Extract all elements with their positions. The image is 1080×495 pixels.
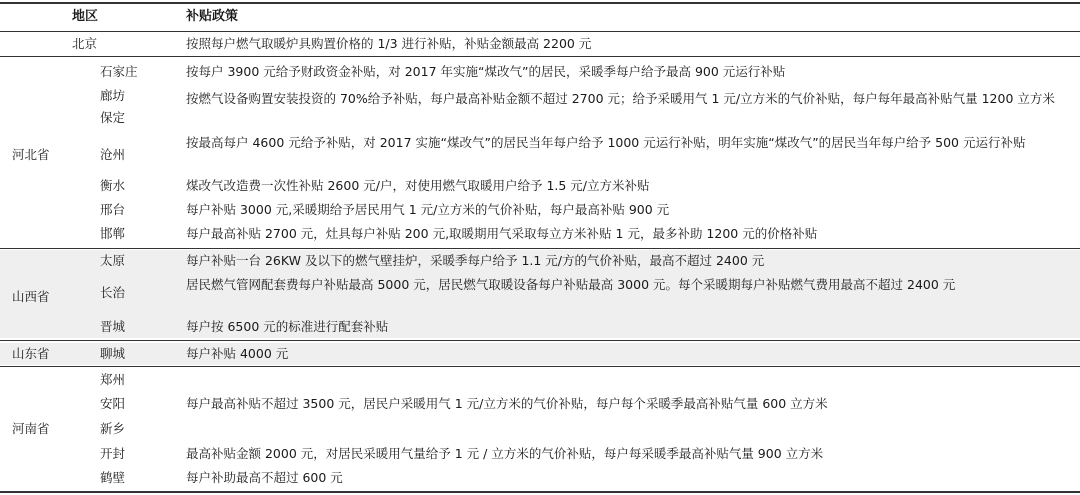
city-hebi: 鹤壁 [100, 470, 126, 485]
policy-hengshui: 煤改气改造费一次性补贴 2600 元/户，对使用燃气取暖用户给予 1.5 元/立方米补贴 [186, 178, 650, 193]
city-jincheng: 晋城 [100, 319, 126, 334]
city-langfang: 廊坊 [100, 88, 126, 103]
policy-hebi: 每户补助最高不超过 600 元 [186, 470, 343, 485]
policy-shijiazhuang: 按每户 3900 元给予财政资金补贴，对 2017 年实施“煤改气”的居民，采暖季每户给予最高 900 元运行补贴 [186, 64, 786, 79]
city-zhengzhou: 郑州 [100, 372, 126, 387]
policy-xingtai: 每户补贴 3000 元,采暖期给予居民用气 1 元/立方米的气价补贴，每户最高补贴 900 元 [186, 202, 670, 217]
city-beijing: 北京 [72, 36, 98, 51]
policy-taiyuan: 每户补贴一台 26KW 及以下的燃气壁挂炉，采暖季每户给予 1.1 元/方的气价补贴，最高不超过 2400 元 [186, 253, 765, 268]
policy-handan: 每户最高补贴 2700 元，灶具每户补贴 200 元,取暖期用气采取每立方米补贴 1 元，最多补助 1200 元的价格补贴 [186, 226, 818, 241]
province-shandong: 山东省 [12, 346, 50, 361]
shandong-section-bg [0, 343, 1080, 365]
policy-anyang: 每户最高补贴不超过 3500 元，居民户采暖用气 1 元/立方米的气价补贴，每户每个采暖季最高补贴气量 600 立方米 [186, 396, 828, 411]
city-cangzhou: 沧州 [100, 147, 126, 162]
city-xinxiang: 新乡 [100, 421, 126, 436]
policy-changzhi: 居民燃气管网配套费每户补贴最高 5000 元，居民燃气取暖设备每户补贴最高 3000 元。每个采暖期每户补贴燃气费用最高不超过 2400 元 [186, 277, 956, 292]
province-henan: 河南省 [12, 421, 50, 436]
header-region: 地区 [72, 9, 99, 24]
city-hengshui: 衡水 [100, 178, 126, 193]
policy-jincheng: 每户按 6500 元的标准进行配套补贴 [186, 319, 389, 334]
city-liaocheng: 聊城 [100, 346, 126, 361]
shanxi-rule [0, 340, 1080, 341]
policy-kaifeng: 最高补贴金额 2000 元，对居民采暖用气量给予 1 元 / 立方米的气价补贴，每户每采暖季最高补贴气量 900 立方米 [186, 446, 824, 461]
province-shanxi: 山西省 [12, 289, 50, 304]
policy-cangzhou: 按最高每户 4600 元给予补贴，对 2017 实施“煤改气”的居民当年每户给予 1000 元运行补贴，明年实施“煤改气”的居民当年每户给予 500 元运行补贴 [186, 135, 1026, 150]
bottom-rule [0, 491, 1080, 493]
policy-langfang: 按燃气设备购置安装投资的 70%给予补贴，每户最高补贴金额不超过 2700 元；给予采暖用气 1 元/立方米的气价补贴，每户每年最高补贴气量 1200 立方米 [186, 91, 1055, 106]
city-taiyuan: 太原 [100, 253, 126, 268]
city-baoding: 保定 [100, 110, 126, 125]
beijing-rule [0, 56, 1080, 57]
header-policy: 补贴政策 [186, 9, 239, 24]
policy-beijing: 按照每户燃气取暖炉具购置价格的 1/3 进行补贴，补贴金额最高 2200 元 [186, 36, 592, 51]
header-rule [0, 31, 1080, 32]
top-rule [0, 2, 1080, 4]
hebei-rule [0, 248, 1080, 249]
city-anyang: 安阳 [100, 396, 126, 411]
policy-liaocheng: 每户补贴 4000 元 [186, 346, 289, 361]
city-changzhi: 长治 [100, 285, 126, 300]
city-kaifeng: 开封 [100, 446, 126, 461]
city-shijiazhuang: 石家庄 [100, 64, 138, 79]
city-xingtai: 邢台 [100, 202, 126, 217]
province-hebei: 河北省 [12, 147, 50, 162]
shandong-rule [0, 366, 1080, 367]
city-handan: 邯郸 [100, 226, 126, 241]
